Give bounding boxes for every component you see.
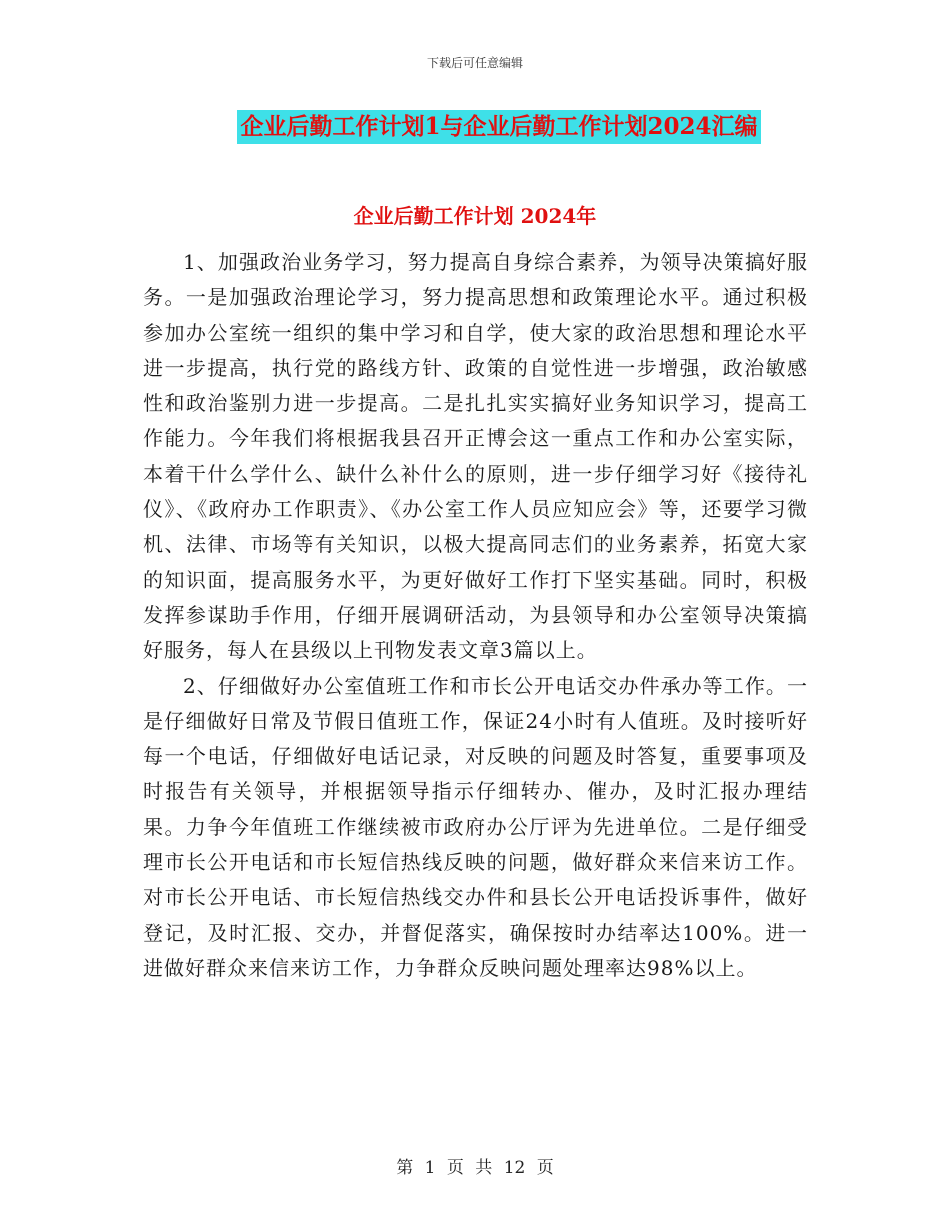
document-body	[143, 245, 808, 986]
document-title-container	[0, 110, 950, 144]
paragraph-2: 2、仔细做好办公室值班工作和市长公开电话交办件承办等工作。一是仔细做好日常及节假日值班工作，保证24小时有人值班。及时接听好每一个电话，仔细做好电话记录，对反映的问题及时答复，重要事项及时报告有关领导，并根据领导指示仔细转办、催办，及时汇报办理结果。力争今年值班工作继续被市政府办公厅评为先进单位。二是仔细受理市长公开电话和市长短信热线反映的问题，做好群众来信来访工作。对市长公开电话、市长短信热线交办件和县长公开电话投诉事件，做好登记，及时汇报、交办，并督促落实，确保按时办结率达100%。进一进做好群众来信来访工作，力争群众反映问题处理率达98%以上。	[143, 673, 808, 980]
paragraph-1: 1、加强政治业务学习，努力提高自身综合素养，为领导决策搞好服务。一是加强政治理论学习，努力提高思想和政策理论水平。通过积极参加办公室统一组织的集中学习和自学，使大家的政治思想和理论水平进一步提高，执行党的路线方针、政策的自觉性进一步增强，政治敏感性和政治鉴别力进一步提高。二是扎扎实实搞好业务知识学习，提高工作能力。今年我们将根据我县召开正博会这一重点工作和办公室实际，本着干什么学什么、缺什么补什么的原则，进一步仔细学习好《接待礼仪》、《政府办工作职责》、《办公室工作人员应知应会》等，还要学习微机、法律、市场等有关知识，以极大提高同志们的业务素养，拓宽大家的知识面，提高服务水平，为更好做好工作打下坚实基础。同时，积极发挥参谋助手作用，仔细开展调研活动，为县领导和办公室领导决策搞好服务，每人在县级以上刊物发表文章3篇以上。	[143, 250, 808, 663]
document-title: 企业后勤工作计划1与企业后勤工作计划2024汇编	[237, 110, 760, 144]
header-note: 下载后可任意编辑	[426, 56, 523, 70]
section-title: 企业后勤工作计划 2024年	[353, 204, 597, 228]
page-footer: 第 1 页 共 12 页	[396, 1158, 554, 1178]
